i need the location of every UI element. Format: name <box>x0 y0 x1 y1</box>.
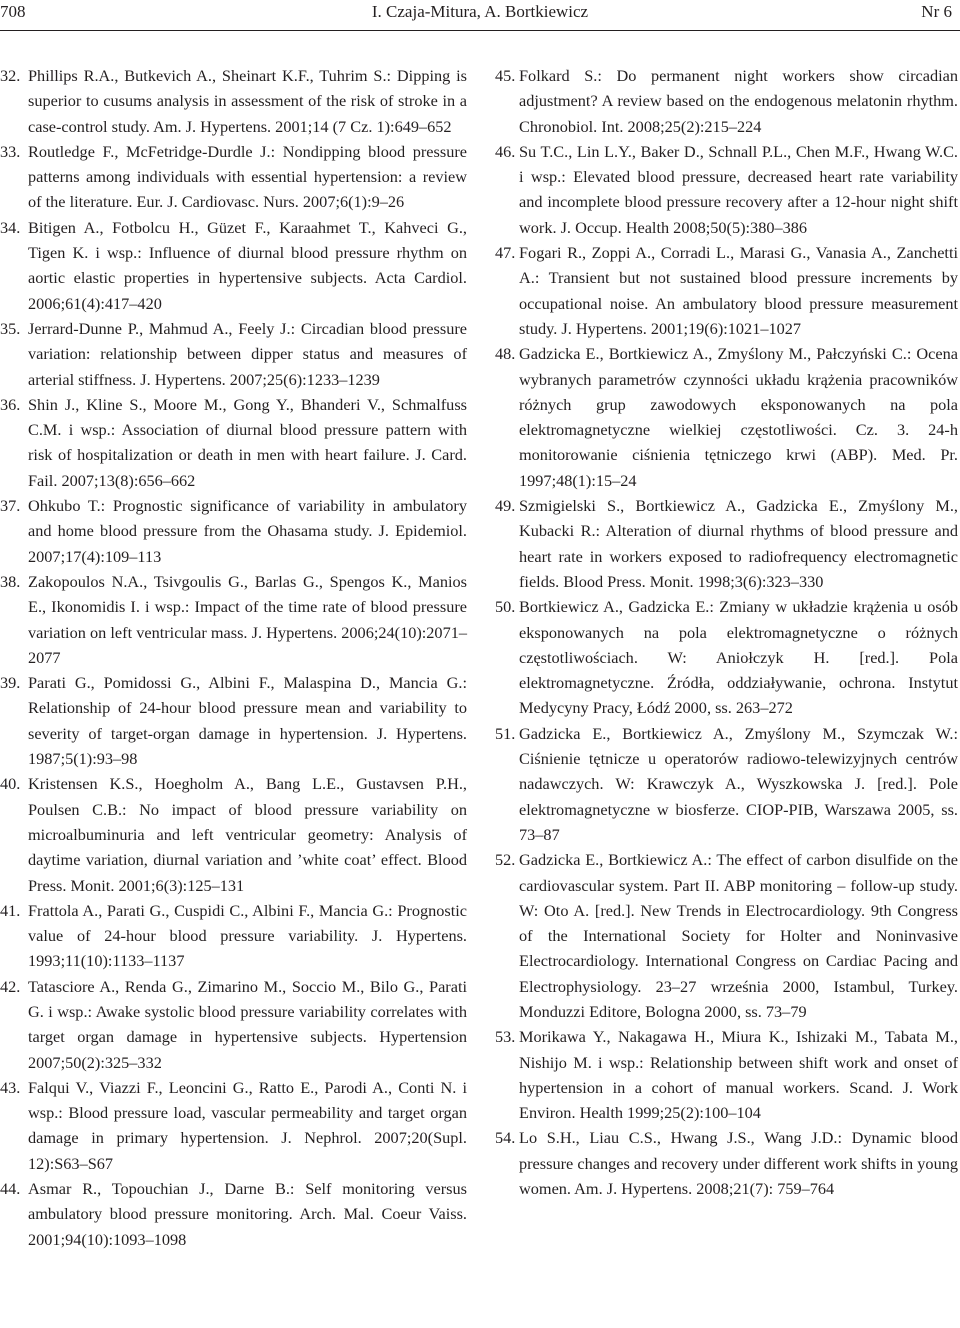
reference-number: 42. <box>0 976 21 996</box>
reference-item <box>0 316 467 392</box>
header-rule <box>0 30 960 31</box>
reference-item <box>495 493 958 594</box>
reference-text: Ohkubo T.: Prognostic significance of variability in ambulatory and home blood pressure from the Ohasama study. J. Epidemiol. 2007;17(4):109–113 <box>28 496 467 566</box>
reference-text: Bitigen A., Fotbolcu H., Güzet F., Karaahmet T., Kahveci G., Tigen K. i wsp.: Influence of diurnal blood pressure rhythm on aortic elastic properties in hypertensive subjects. Acta Cardiol. 2006;61(4):417–420 <box>28 217 467 313</box>
reference-item <box>0 493 467 569</box>
reference-number: 39. <box>0 673 21 693</box>
reference-text: Routledge F., McFetridge-Durdle J.: Nondipping blood pressure patterns among individuals with essential hypertension: a review of the literature. Eur. J. Cardiovasc. Nurs. 2007;6(1):9–26 <box>28 141 467 212</box>
reference-item <box>0 974 467 1075</box>
reference-number: 43. <box>0 1077 21 1097</box>
reference-number: 41. <box>0 900 21 920</box>
reference-number: 46. <box>495 141 516 161</box>
reference-text: Frattola A., Parati G., Cuspidi C., Albini F., Mancia G.: Prognostic value of 24-hour blood pressure variability. J. Hypertens. 1993;11(10):1133–1137 <box>28 900 467 971</box>
reference-item <box>495 341 958 493</box>
reference-number: 38. <box>0 571 21 591</box>
reference-item <box>495 721 958 847</box>
reference-item <box>495 847 958 1024</box>
reference-item <box>495 139 958 240</box>
page-number: 708 <box>0 2 26 21</box>
reference-number: 37. <box>0 496 21 516</box>
reference-number: 54. <box>495 1128 516 1148</box>
reference-text: Morikawa Y., Nakagawa H., Miura K., Ishizaki M., Tabata M., Nishijo M. i wsp.: Relationship between shift work and onset of hypertension in a cohort of manual workers. Scand. J. Work Environ. Health 1999;25(2):100–104 <box>519 1027 958 1123</box>
reference-item <box>495 594 958 720</box>
left-column-references <box>0 63 467 1252</box>
running-header-authors: I. Czaja-Mitura, A. Bortkiewicz <box>371 2 589 21</box>
reference-text: Phillips R.A., Butkevich A., Sheinart K.F., Tuhrim S.: Dipping is superior to cusums analysis in assessment of the risk of stroke in a case-control study. Am. J. Hypertens. 2001;14 (7 Cz. 1):649–652 <box>28 66 467 136</box>
reference-text: Gadzicka E., Bortkiewicz A.: The effect of carbon disulfide on the cardiovascular system. Part II. ABP monitoring – follow-up study. W: Oto A. [red.]. New Trends in Electrocardiology. 9th Congress of the International Society for Holter and Noninvasive Electrocardiology. International Congress on Cardiac Pacing and Electrophysiology. 23–27 września 2000, Istambul, Turkey. Monduzzi Editore, Bologna 2000, ss. 73–79 <box>519 850 958 1021</box>
right-column-references <box>495 63 958 1201</box>
running-header <box>0 0 960 44</box>
reference-text: Bortkiewicz A., Gadzicka E.: Zmiany w układzie krążenia u osób eksponowanych na pola elektromagnetyczne o różnych częstotliwościach. W: Aniołczyk H. [red.]. Pola elektromagnetyczne. Źródła, oddziaływanie, ochrona. Instytut Medycyny Pracy, Łódź 2000, ss. 263–272 <box>519 597 958 718</box>
reference-text: Folkard S.: Do permanent night workers show circadian adjustment? A review based on the endogenous melatonin rhythm. Chronobiol. Int. 2008;25(2):215–224 <box>519 66 958 136</box>
reference-text: Kristensen K.S., Hoegholm A., Bang L.E., Gustavsen P.H., Poulsen C.B.: No impact of blood pressure variability on microalbuminuria and left ventricular geometry: Analysis of daytime variation, diurnal variation and ’white coat’ effect. Blood Press. Monit. 2001;6(3):125–131 <box>28 774 467 895</box>
reference-item <box>495 240 958 341</box>
reference-text: Falqui V., Viazzi F., Leoncini G., Ratto E., Parodi A., Conti N. i wsp.: Blood pressure load, vascular permeability and target organ damage in primary hypertension. J. Nephrol. 2007;20(Supl. 12):S63–S67 <box>28 1077 467 1173</box>
reference-item <box>0 1075 467 1176</box>
reference-number: 34. <box>0 217 21 237</box>
reference-number: 32. <box>0 66 21 85</box>
reference-number: 47. <box>495 243 516 263</box>
reference-text: Parati G., Pomidossi G., Albini F., Malaspina D., Mancia G.: Relationship of 24-hour blood pressure mean and variability to severity of target-organ damage in hypertension. J. Hypertens. 1987;5(1):93–98 <box>28 673 467 769</box>
reference-text: Su T.C., Lin L.Y., Baker D., Schnall P.L., Chen M.F., Hwang W.C. i wsp.: Elevated blood pressure, decreased heart rate variability and incomplete blood pressure recovery after a 12-hour night shift work. J. Occup. Health 2008;50(5):380–386 <box>519 141 958 237</box>
reference-item <box>495 1125 958 1201</box>
reference-text: Zakopoulos N.A., Tsivgoulis G., Barlas G., Spengos K., Manios E., Ikonomidis I. i wsp.: Impact of the time rate of blood pressure variation on left ventricular mass. J. Hypertens. 2006;24(10):2071–2077 <box>28 571 467 667</box>
reference-number: 36. <box>0 394 21 414</box>
issue-number: Nr 6 <box>921 2 952 21</box>
reference-text: Jerrard-Dunne P., Mahmud A., Feely J.: Circadian blood pressure variation: relationship between dipper status and measures of arterial stiffness. J. Hypertens. 2007;25(6):1233–1239 <box>28 318 467 389</box>
reference-item <box>0 139 467 215</box>
reference-number: 33. <box>0 141 21 161</box>
reference-text: Gadzicka E., Bortkiewicz A., Zmyślony M., Szymczak W.: Ciśnienie tętnicze u operatorów radiowo-telewizyjnych centrów nadawczych. W: Krawczyk A., Wyszkowska J. [red.]. Pole elektromagnetyczne w biosferze. CIOP-PIB, Warszawa 2005, ss. 73–87 <box>519 723 958 844</box>
reference-text: Fogari R., Zoppi A., Corradi L., Marasi G., Vanasia A., Zanchetti A.: Transient but not sustained blood pressure increments by occupational noise. An ambulatory blood pressure measurement study. J. Hypertens. 2001;19(6):1021–1027 <box>519 243 958 338</box>
reference-number: 44. <box>0 1179 21 1199</box>
reference-number: 49. <box>495 496 516 516</box>
reference-item <box>0 898 467 974</box>
reference-number: 51. <box>495 723 516 743</box>
reference-number: 35. <box>0 318 21 338</box>
reference-text: Gadzicka E., Bortkiewicz A., Zmyślony M., Pałczyński C.: Ocena wybranych parametrów czynności układu krążenia pracowników różnych grup zawodowych eksponowanych na pola elektromagnetyczne wielkiej częstotliwości. Cz. 3. 24-h monitorowanie ciśnienia tętniczego krwi (ABP). Med. Pr. 1997;48(1):15–24 <box>519 344 958 490</box>
reference-item <box>0 63 467 139</box>
reference-number: 50. <box>495 597 516 617</box>
reference-item <box>0 1176 467 1252</box>
reference-item <box>0 670 467 771</box>
reference-text: Szmigielski S., Bortkiewicz A., Gadzicka E., Zmyślony M., Kubacki R.: Alteration of diurnal rhythms of blood pressure and heart rate in workers exposed to radiofrequency electromagnetic fields. Blood Press. Monit. 1998;3(6):323–330 <box>519 496 958 591</box>
reference-item <box>0 569 467 670</box>
reference-number: 53. <box>495 1027 516 1047</box>
reference-item <box>0 392 467 493</box>
reference-item <box>0 215 467 316</box>
reference-text: Shin J., Kline S., Moore M., Gong Y., Bhanderi V., Schmalfuss C.M. i wsp.: Association of diurnal blood pressure pattern with risk of hospitalization or death in men with heart failure. J. Card. Fail. 2007;13(8):656–662 <box>28 394 467 490</box>
reference-text: Tatasciore A., Renda G., Zimarino M., Soccio M., Bilo G., Parati G. i wsp.: Awake systolic blood pressure variability correlates with target organ damage in hypertensive subjects. Hypertension 2007;50(2):325–332 <box>28 976 467 1072</box>
reference-item <box>0 771 467 897</box>
reference-item <box>495 63 958 139</box>
reference-text: Asmar R., Topouchian J., Darne B.: Self monitoring versus ambulatory blood pressure monitoring. Arch. Mal. Coeur Vaiss. 2001;94(10):1093–1098 <box>28 1179 467 1249</box>
reference-item <box>495 1024 958 1125</box>
reference-number: 48. <box>495 344 516 364</box>
reference-number: 40. <box>0 774 21 794</box>
reference-number: 52. <box>495 850 516 870</box>
reference-number: 45. <box>495 66 516 85</box>
reference-text: Lo S.H., Liau C.S., Hwang J.S., Wang J.D.: Dynamic blood pressure changes and recovery under different work shifts in young women. Am. J. Hypertens. 2008;21(7): 759–764 <box>519 1128 958 1199</box>
